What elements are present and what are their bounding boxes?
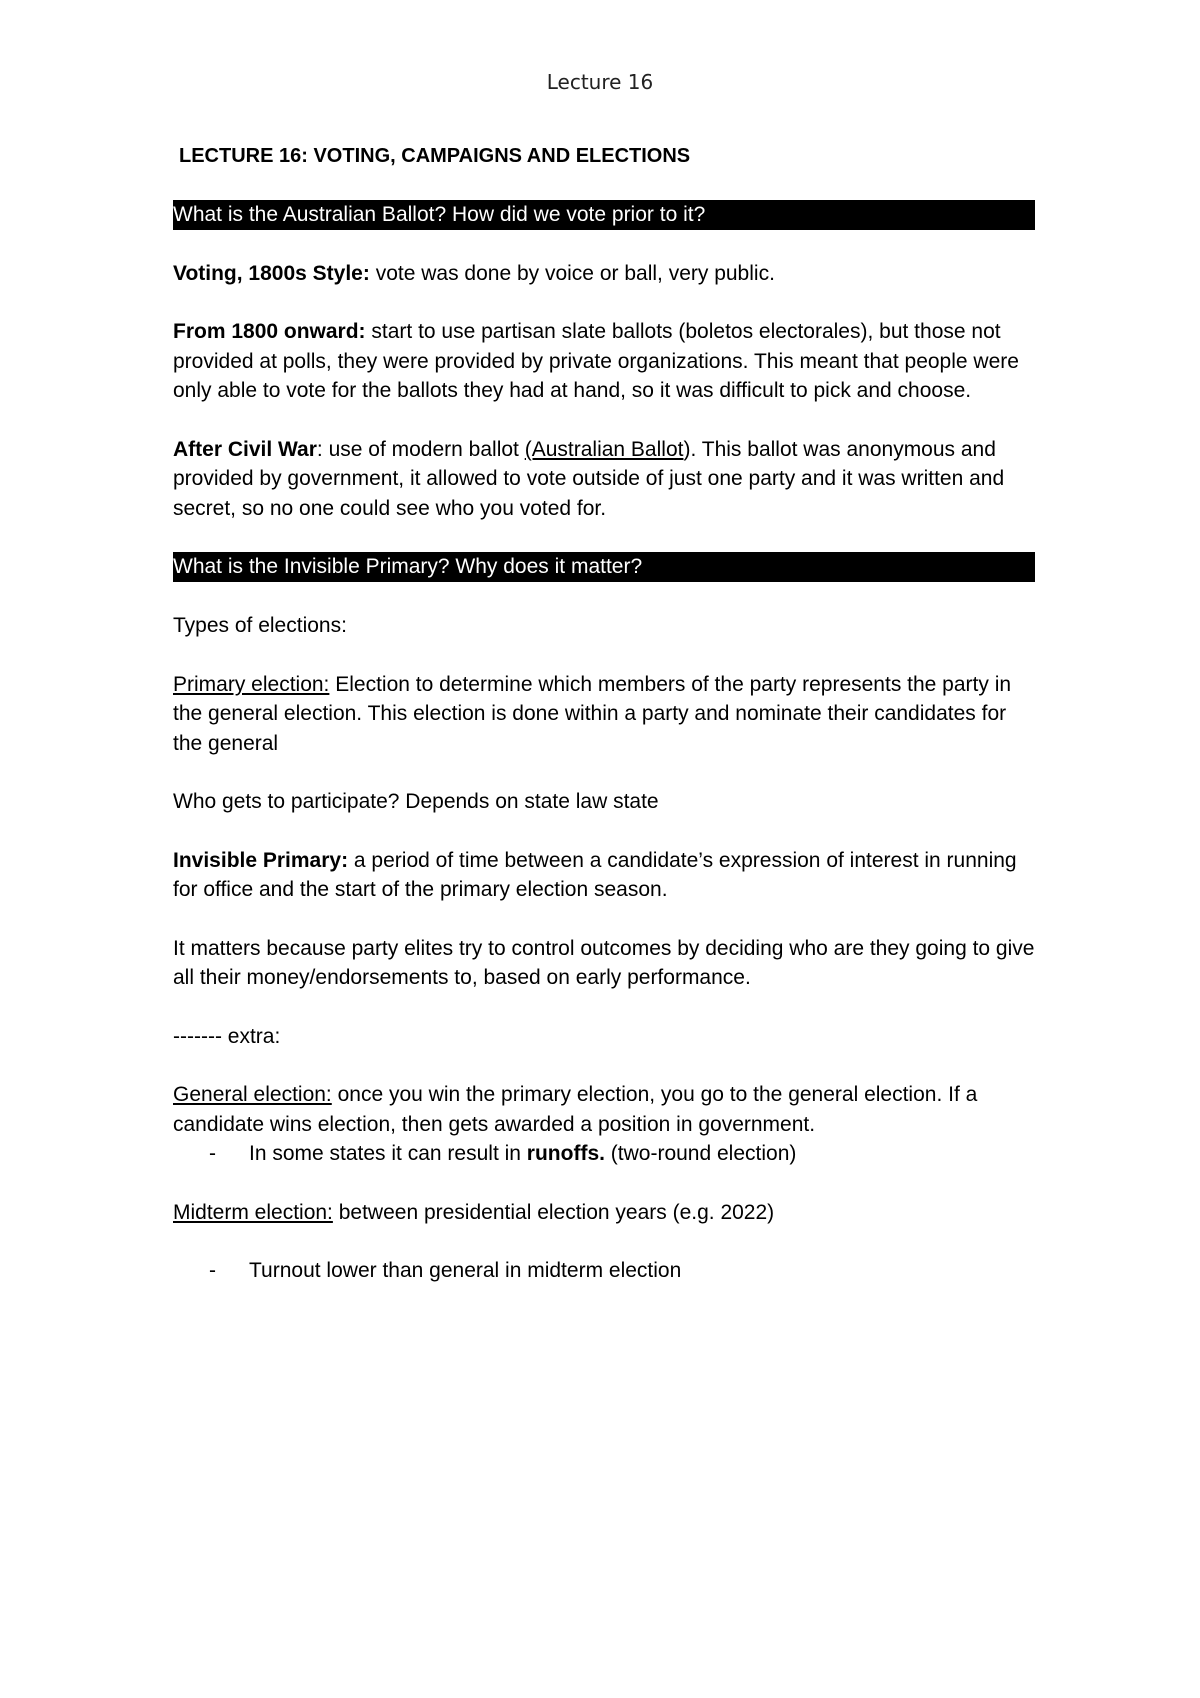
paragraph-types: Types of elections: bbox=[173, 614, 347, 637]
paragraph-text: : use of modern ballot bbox=[316, 437, 525, 461]
paragraph-text: between presidential election years (e.g. 2022) bbox=[332, 1200, 775, 1224]
term-label: From 1800 onward: bbox=[173, 320, 366, 343]
term-label: Midterm election: bbox=[173, 1200, 333, 1224]
bullet-dash: - bbox=[209, 1142, 216, 1165]
paragraph-general-election bbox=[173, 1080, 1035, 1139]
term-label: Primary election: bbox=[173, 672, 330, 696]
page-header: Lecture 16 bbox=[546, 70, 654, 94]
list-item-turnout bbox=[173, 1256, 1035, 1286]
paragraph-text: a period of time between a candidate’s expression of interest in running for office and the start of the primary election season. bbox=[173, 848, 1017, 901]
term-label: Invisible Primary: bbox=[173, 848, 349, 872]
section-heading-invisible-primary: What is the Invisible Primary? Why does it matter? bbox=[173, 552, 1035, 582]
list-item-text: Turnout lower than general in midterm election bbox=[249, 1259, 682, 1282]
paragraph-primary-election bbox=[173, 670, 1035, 759]
paragraph-who-participates: Who gets to participate? Depends on state law state bbox=[173, 790, 659, 813]
bullet-dash: - bbox=[209, 1259, 216, 1282]
paragraph-text: start to use partisan slate ballots (boletos electorales), but those not provided at polls, they were provided by private organizations. This meant that people were only able to vote for the ballots they had at hand, so it was difficult to pick and choose. bbox=[173, 320, 1019, 402]
term-label: General election: bbox=[173, 1083, 332, 1106]
paragraph-midterm-election bbox=[173, 1198, 1035, 1228]
paragraph-after-civil-war bbox=[173, 435, 1035, 524]
australian-ballot-term: (Australian Ballot bbox=[524, 437, 684, 461]
paragraph-text: Election to determine which members of the party represents the party in the general election. This election is done within a party and nominate their candidates for the general bbox=[173, 672, 1012, 755]
paragraph-it-matters: It matters because party elites try to control outcomes by deciding who are they going to give all their money/endorsements to, based on early performance. bbox=[173, 936, 1035, 989]
list-item-text-part: (two-round election) bbox=[604, 1142, 797, 1165]
runoffs-term: runoffs. bbox=[526, 1142, 605, 1165]
paragraph-text: vote was done by voice or ball, very public. bbox=[369, 261, 775, 285]
term-label: Voting, 1800s Style: bbox=[173, 261, 370, 285]
paragraph-extra: ------- extra: bbox=[173, 1024, 281, 1048]
document-body bbox=[173, 142, 1035, 1315]
section-heading-australian-ballot: What is the Australian Ballot? How did we vote prior to it? bbox=[173, 200, 1035, 230]
document-title: LECTURE 16: VOTING, CAMPAIGNS AND ELECTIONS bbox=[179, 145, 691, 167]
list-item-text bbox=[249, 1139, 796, 1169]
paragraph-voting-1800s bbox=[173, 259, 1035, 289]
paragraph-text: once you win the primary election, you go to the general election. If a candidate wins election, then gets awarded a position in government. bbox=[173, 1083, 978, 1136]
paragraph-text: ). This ballot was anonymous and provided by government, it allowed to vote outside of just one party and it was written and secret, so no one could see who you voted for. bbox=[173, 437, 1005, 520]
paragraph-from-1800 bbox=[173, 317, 1035, 406]
paragraph-invisible-primary bbox=[173, 846, 1035, 905]
term-label: After Civil War bbox=[173, 437, 317, 461]
list-item-text-part: In some states it can result in bbox=[249, 1142, 527, 1165]
list-item-runoffs bbox=[173, 1139, 1035, 1169]
